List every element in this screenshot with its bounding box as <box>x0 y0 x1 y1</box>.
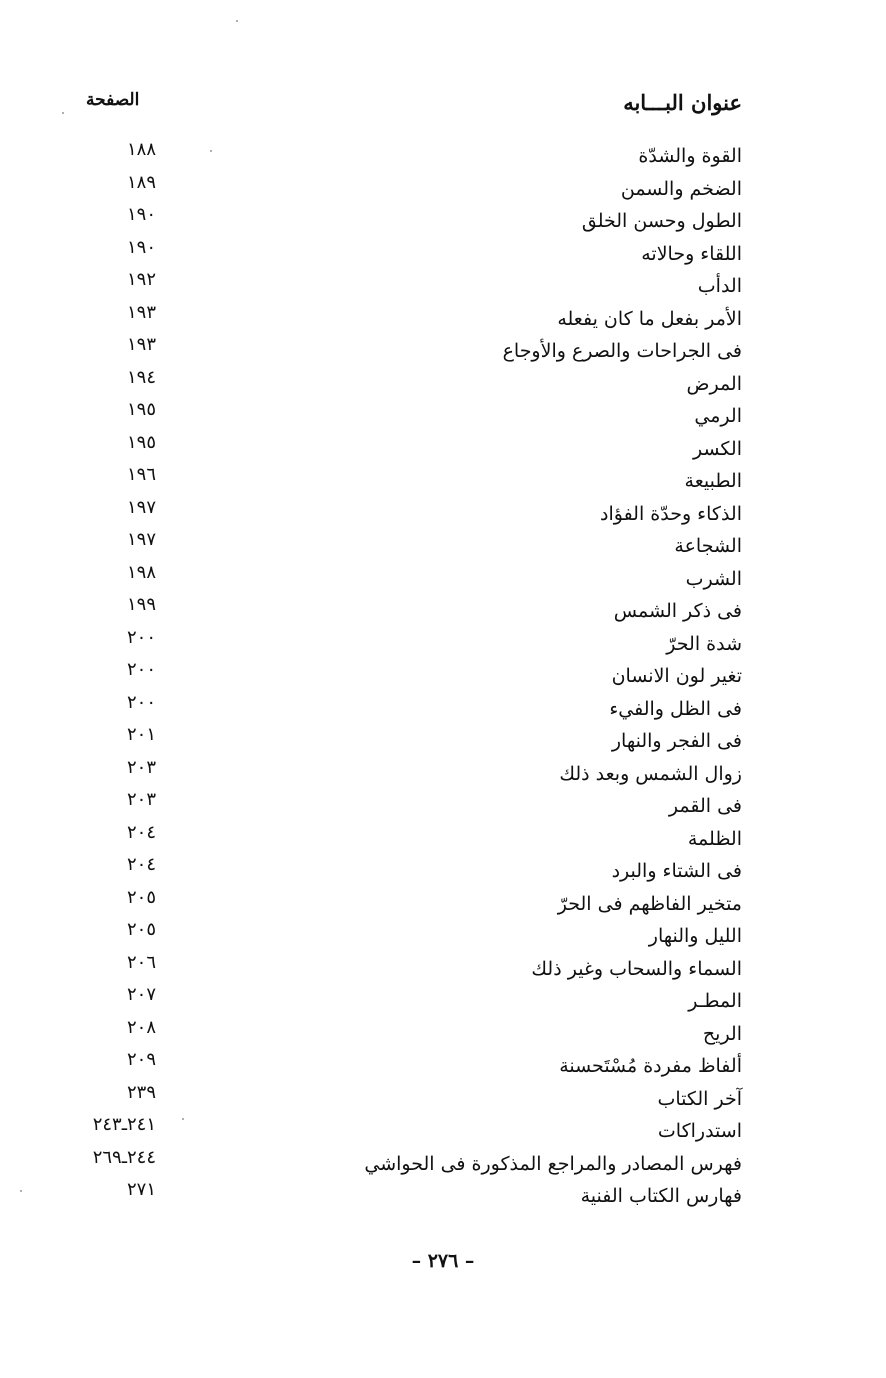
toc-entry-page: ١٩٣ <box>126 301 156 323</box>
toc-entry-title: الرمي <box>694 405 742 427</box>
toc-entry-title: الطبيعة <box>684 470 742 492</box>
column-header-title: عنوان البـــابه <box>623 90 742 115</box>
toc-entry-page: ٢٣٩ <box>126 1081 156 1103</box>
toc-entry-page: ١٩٧ <box>126 529 156 550</box>
toc-entry-title: الريح <box>702 1022 742 1045</box>
toc-entry-page: ٢٠٨ <box>126 1016 156 1038</box>
toc-entry-title: الكسر <box>693 437 742 460</box>
toc-entry-title: شدة الحرّ <box>666 632 742 655</box>
toc-entry-page: ٢٠٤ <box>126 821 156 843</box>
toc-entry-title: تغير لون الانسان <box>611 665 742 687</box>
toc-entry-page: ١٩٣ <box>126 334 156 355</box>
toc-entry-page: ٢٠٣ <box>126 756 156 778</box>
toc-entry-title: الليل والنهار <box>648 925 742 947</box>
toc-entry-page: ٢٠٠ <box>126 626 156 648</box>
toc-entry-page: ١٩٤ <box>126 366 156 388</box>
toc-entry-title: الدأب <box>697 275 742 297</box>
toc-entry-title: السماء والسحاب وغير ذلك <box>531 957 742 980</box>
toc-entry-page: ١٩٥ <box>126 399 156 420</box>
toc-entry-title: الذكاء وحدّة الفؤاد <box>600 502 742 525</box>
toc-entry-title: زوال الشمس وبعد ذلك <box>559 762 742 785</box>
toc-entry-title: فى الفجر والنهار <box>611 730 742 752</box>
toc-entry-title: القوة والشدّة <box>638 145 742 167</box>
toc-entry-title: ألفاظ مفردة مُسْتَحسنة <box>559 1055 742 1077</box>
toc-entry-title: اللقاء وحالاته <box>641 242 742 265</box>
toc-entry-page: ٢٠٥ <box>126 919 156 940</box>
toc-entry-title: المطـر <box>688 990 742 1012</box>
toc-entry-title: آخر الكتاب <box>657 1087 742 1110</box>
toc-entry-page: ١٩٩ <box>126 594 156 615</box>
toc-entry-page: ١٩٢ <box>126 269 156 290</box>
toc-entry-title: متخير الفاظهم فى الحرّ <box>557 892 742 915</box>
toc-entry-title: فى ذكر الشمس <box>613 600 742 622</box>
toc-entry-page: ١٨٩ <box>126 171 156 193</box>
toc-entry-page: ٢٠٧ <box>126 984 156 1005</box>
toc-entry-title: فى القمر <box>668 795 742 817</box>
toc-entry <box>0 1180 886 1212</box>
toc-entry-title: الظلمة <box>687 827 742 850</box>
toc-entry-title: فى الشتاء والبرد <box>611 860 742 882</box>
toc-entry-page: ١٨٨ <box>126 139 156 160</box>
toc-entry-title: الضخم والسمن <box>620 177 742 200</box>
toc-entry-page: ٢٧١ <box>126 1179 156 1200</box>
toc-entry-page: ٢٤٤ـ٢٦٩ <box>92 1146 156 1168</box>
toc-entry-page: ١٩٧ <box>126 496 156 518</box>
toc-entry-page: ١٩٦ <box>126 464 156 485</box>
toc-entry-title: الشجاعة <box>674 535 742 557</box>
toc-entry-page: ١٩٨ <box>126 561 156 583</box>
toc-entry-title: فى الظل والفيء <box>609 697 742 720</box>
toc-entry-title: الشرب <box>685 567 742 590</box>
toc-entry-page: ١٩٠ <box>126 204 156 225</box>
page-number: – ٢٧٦ – <box>411 1250 475 1272</box>
toc-entry-title: فى الجراحات والصرع والأوجاع <box>502 340 742 362</box>
toc-entry-page: ٢٠٩ <box>126 1049 156 1070</box>
toc-entry-page: ٢٠٥ <box>126 886 156 908</box>
toc-entry-title: فهارس الكتاب الفنية <box>580 1185 742 1207</box>
toc-entry-title: الأمر بفعل ما كان يفعله <box>557 307 742 330</box>
toc-entry-title: استدراكات <box>657 1120 742 1142</box>
toc-entry-page: ٢٠٦ <box>126 951 156 973</box>
toc-entry-page: ٢٠٠ <box>126 659 156 680</box>
column-header-page: الصفحة <box>86 90 140 110</box>
toc-entry-title: الطول وحسن الخلق <box>581 210 742 232</box>
toc-entry-page: ٢٤١ـ٢٤٣ <box>92 1114 156 1135</box>
toc-entry-page: ١٩٥ <box>126 431 156 453</box>
toc-entry-title: فهرس المصادر والمراجع المذكورة فى الحواشي <box>364 1152 742 1175</box>
toc-entry-page: ٢٠١ <box>126 724 156 745</box>
toc-entry-page: ٢٠٠ <box>126 691 156 713</box>
toc-entry-page: ١٩٠ <box>126 236 156 258</box>
toc-entry-page: ٢٠٤ <box>126 854 156 875</box>
toc-entry-page: ٢٠٣ <box>126 789 156 810</box>
toc-entry-title: المرض <box>686 372 742 395</box>
